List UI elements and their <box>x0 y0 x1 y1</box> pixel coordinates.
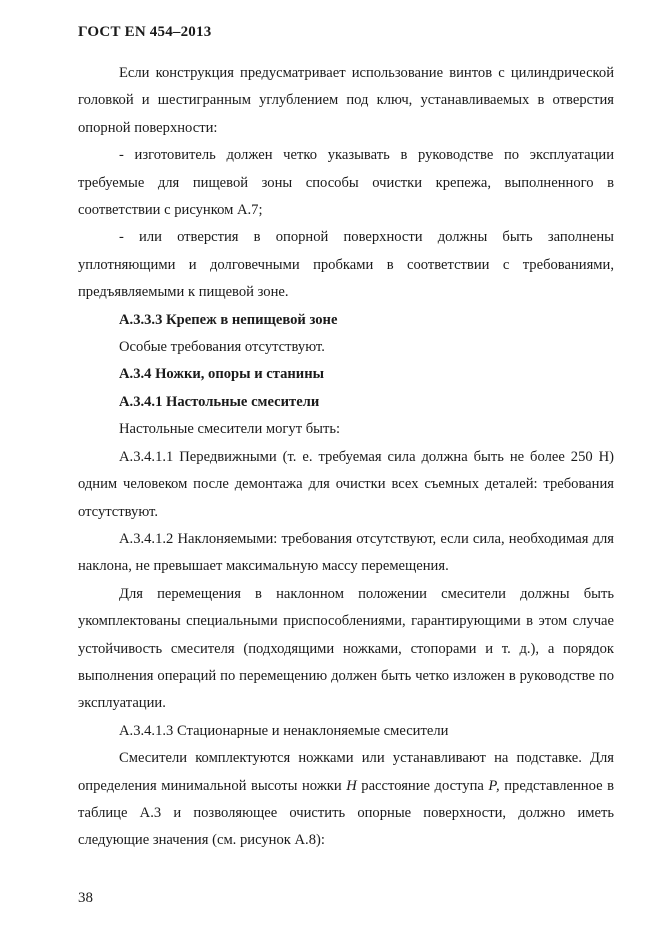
paragraph-plugs: - или отверстия в опорной поверхности должны быть заполнены уплотняющими и долговечными пробками в соответствии с требованиями, предъявляемыми к пищевой зоне. <box>78 229 614 301</box>
paragraph-screws: Если конструкция предусматривает использование винтов с цилиндрической головкой и шестигранным углублением под ключ, устанавливаемых в отверстия опорной поверхности: <box>78 65 614 136</box>
page-number: 38 <box>78 890 93 906</box>
heading-a34: А.3.4 Ножки, опоры и станины <box>119 366 325 383</box>
paragraph-no-requirements: Особые требования отсутствуют. <box>119 339 325 356</box>
variable-p: Р, <box>488 777 500 794</box>
paragraph-a3411: А.3.4.1.1 Передвижными (т. е. требуемая сила должна быть не более 250 Н) одним человеком после демонтажа для очистки всех съемных деталей: требования отсутствуют. <box>78 448 614 520</box>
variable-h: Н <box>346 777 357 794</box>
heading-a341: А.3.4.1 Настольные смесители <box>119 393 320 410</box>
paragraph-a3413: А.3.4.1.3 Стационарные и ненаклоняемые смесители <box>119 722 449 739</box>
legs-text-1: Смесители комплектуются ножками или устанавливают на подставке. Для определения минимальной высоты ножки <box>78 750 614 794</box>
paragraph-legs <box>78 745 614 855</box>
paragraph-a3412: А.3.4.1.2 Наклоняемыми: требования отсутствуют, если сила, необходимая для наклона, не превышает максимальную массу перемещения. <box>78 530 614 575</box>
paragraph-tilt-moving: Для перемещения в наклонном положении смесители должны быть укомплектованы специальными приспособлениями, гарантирующими в этом случае устойчивость смесителя (подходящими ножками, стопорами и т. д.), а порядок выполнения операций по перемещению должен быть четко изложен в руководстве по эксплуатации. <box>78 585 614 712</box>
heading-a333: А.3.3.3 Крепеж в непищевой зоне <box>119 311 338 328</box>
paragraph-table-mixers: Настольные смесители могут быть: <box>119 421 341 438</box>
paragraph-manufacturer: - изготовитель должен четко указывать в руководстве по эксплуатации требуемые для пищевой зоны способы очистки крепежа, выполненного в соответствии с рисунком А.7; <box>78 147 614 219</box>
document-body <box>78 60 614 855</box>
legs-text-2: расстояние доступа <box>356 777 489 794</box>
document-header: ГОСТ EN 454–2013 <box>78 24 212 40</box>
legs-text-3: представленное в таблице А.3 и позволяющее очистить опорные поверхности, должно иметь следующие значения (см. рисунок А.8): <box>78 777 614 849</box>
